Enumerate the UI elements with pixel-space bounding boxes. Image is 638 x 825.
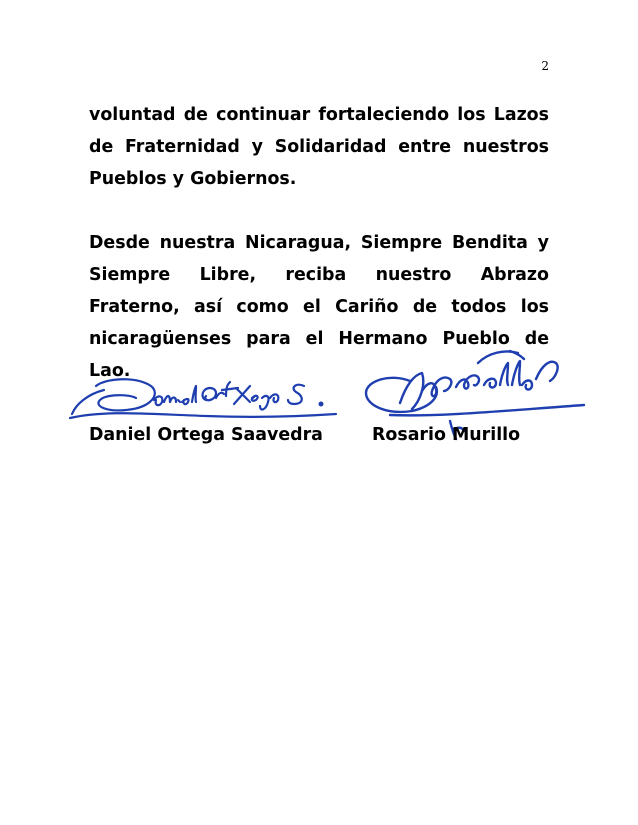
- page-number: 2: [541, 59, 549, 73]
- signer-name-daniel-ortega: Daniel Ortega Saavedra: [89, 425, 323, 445]
- paragraph-closing-1: voluntad de continuar fortaleciendo los Lazos de Fraternidad y Solidaridad entre nuestros Pueblos y Gobiernos.: [89, 105, 549, 189]
- paragraph-closing-2: Desde nuestra Nicaragua, Siempre Bendita y Siempre Libre, reciba nuestro Abrazo Fraterno, así como el Cariño de todos los nicaragüenses para el Hermano Pueblo de Lao.: [89, 233, 549, 381]
- signature-daniel-ortega: [66, 364, 346, 424]
- letter-body: [89, 99, 549, 387]
- signer-name-rosario-murillo: Rosario Murillo: [372, 425, 521, 445]
